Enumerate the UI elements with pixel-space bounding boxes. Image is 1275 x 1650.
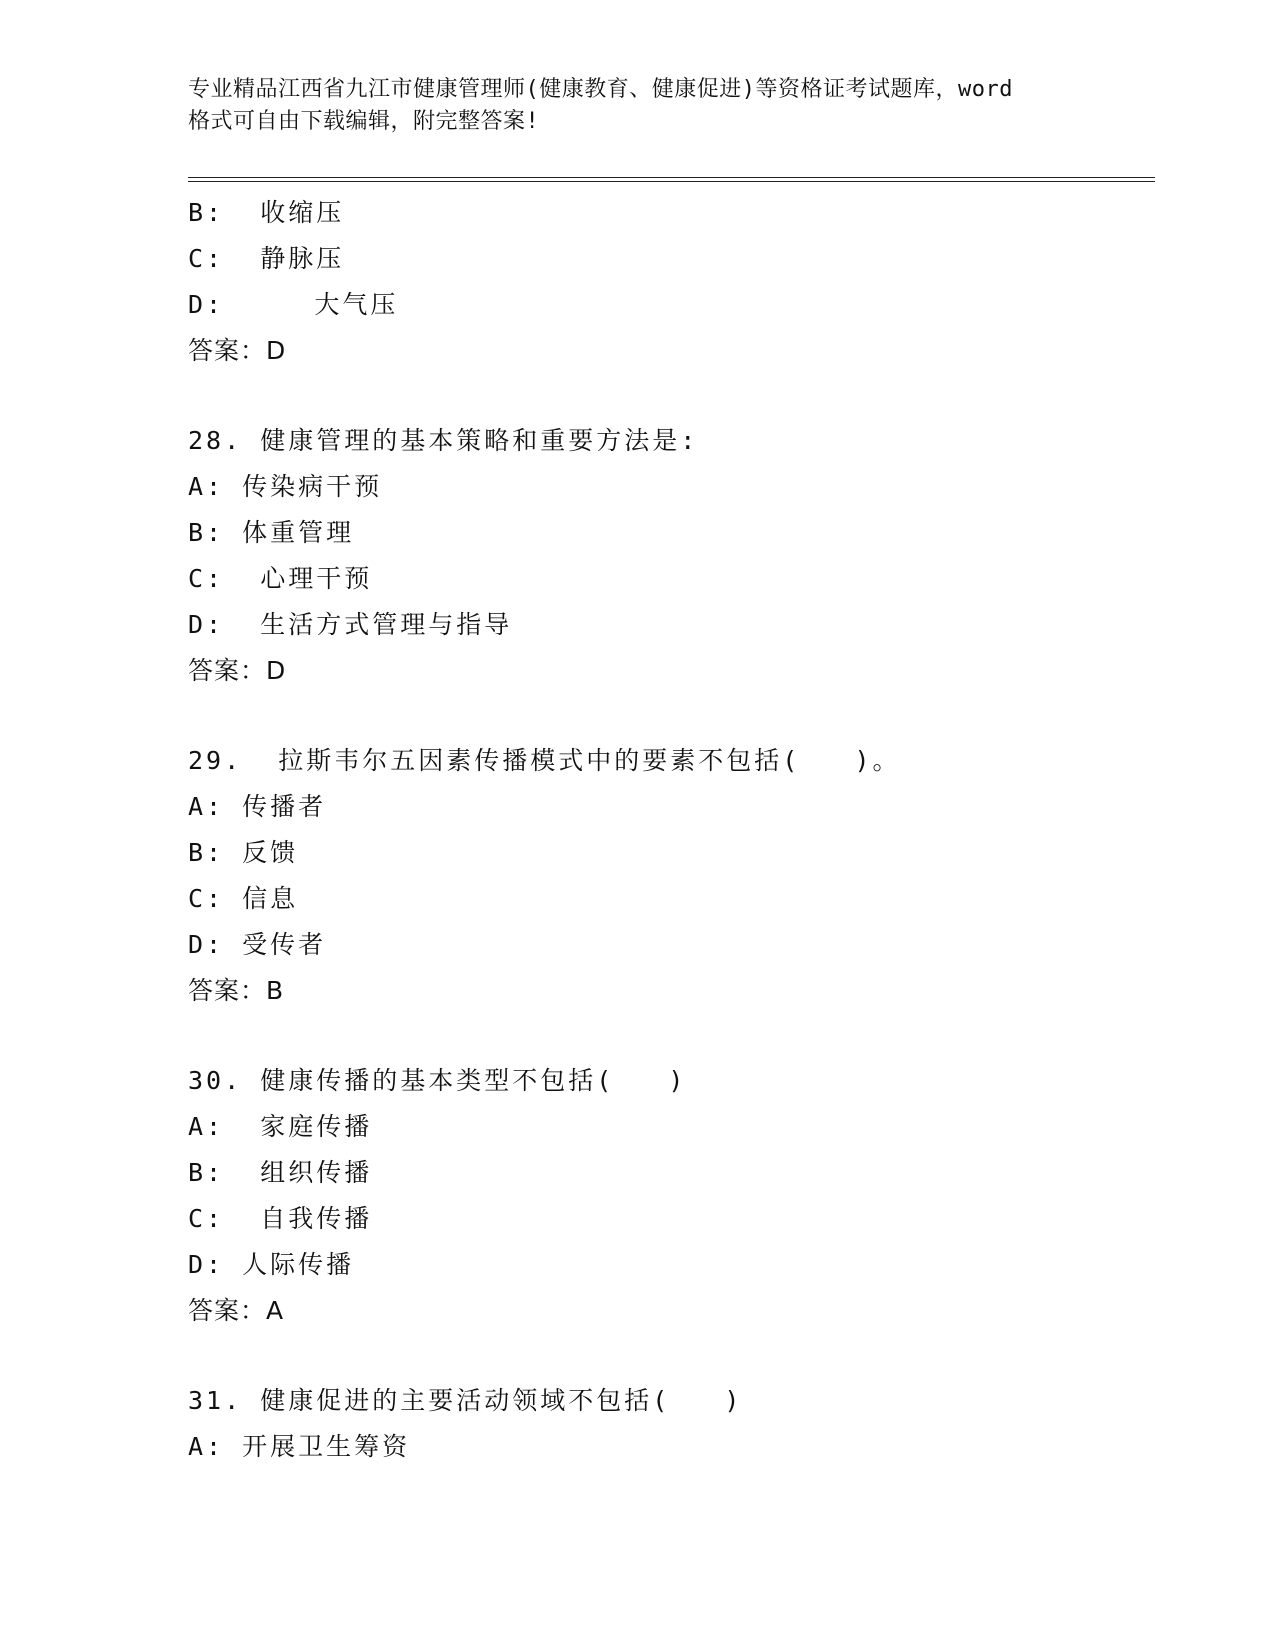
question-stem: 30. 健康传播的基本类型不包括( ): [188, 1066, 687, 1095]
option-text: 收缩压: [224, 198, 345, 227]
option-row: [188, 1242, 1148, 1288]
option-label: B:: [188, 1158, 225, 1187]
document-header: [188, 74, 1088, 138]
question-31: [188, 1378, 1148, 1470]
spacer: [188, 1014, 1148, 1058]
question-list: [188, 190, 1148, 1470]
option-row: [188, 876, 1148, 922]
option-label: C:: [188, 1204, 225, 1233]
option-row: [188, 784, 1148, 830]
option-text: 自我传播: [224, 1204, 373, 1233]
option-text: 组织传播: [224, 1158, 373, 1187]
header-divider-bottom: [188, 181, 1155, 182]
answer-line: 答案：D: [188, 336, 287, 365]
question-stem: 29. 拉斯韦尔五因素传播模式中的要素不包括( )。: [188, 746, 901, 775]
option-row: [188, 602, 1148, 648]
option-label: C:: [188, 884, 225, 913]
option-text: 开展卫生筹资: [224, 1432, 411, 1461]
option-label: B:: [188, 518, 225, 547]
option-row: [188, 282, 1148, 328]
option-text: 生活方式管理与指导: [224, 610, 513, 639]
option-row: [188, 190, 1148, 236]
option-label: B:: [188, 198, 225, 227]
option-text: 心理干预: [224, 564, 373, 593]
question-28: [188, 418, 1148, 694]
question-stem: 31. 健康促进的主要活动领域不包括( ): [188, 1386, 743, 1415]
option-row: [188, 1424, 1148, 1470]
option-label: A:: [188, 472, 225, 501]
option-label: A:: [188, 1432, 225, 1461]
spacer: [188, 374, 1148, 418]
answer-line: 答案：D: [188, 656, 287, 685]
header-divider-top: [188, 177, 1155, 178]
header-line-1: 专业精品江西省九江市健康管理师(健康教育、健康促进)等资格证考试题库，word: [188, 77, 1013, 102]
option-label: B:: [188, 838, 225, 867]
option-label: D:: [188, 290, 225, 319]
option-text: 体重管理: [224, 518, 355, 547]
option-row: [188, 1104, 1148, 1150]
spacer: [188, 1334, 1148, 1378]
option-row: [188, 464, 1148, 510]
option-label: D:: [188, 1250, 225, 1279]
question-stem: 28. 健康管理的基本策略和重要方法是:: [188, 426, 699, 455]
option-row: [188, 510, 1148, 556]
option-label: D:: [188, 610, 225, 639]
option-label: C:: [188, 244, 225, 273]
question-30: [188, 1058, 1148, 1334]
option-row: [188, 556, 1148, 602]
option-row: [188, 830, 1148, 876]
option-row: [188, 1196, 1148, 1242]
option-text: 大气压: [224, 290, 399, 319]
answer-line: 答案：A: [188, 1296, 285, 1325]
option-label: A:: [188, 792, 225, 821]
option-text: 传染病干预: [224, 472, 383, 501]
option-row: [188, 236, 1148, 282]
question-29: [188, 738, 1148, 1014]
answer-line: 答案：B: [188, 976, 285, 1005]
header-line-2: 格式可自由下载编辑，附完整答案!: [188, 109, 540, 134]
option-text: 人际传播: [224, 1250, 355, 1279]
option-text: 传播者: [224, 792, 327, 821]
option-row: [188, 922, 1148, 968]
option-label: C:: [188, 564, 225, 593]
option-text: 静脉压: [224, 244, 345, 273]
option-label: D:: [188, 930, 225, 959]
option-text: 反馈: [224, 838, 299, 867]
question-27-tail: [188, 190, 1148, 374]
option-text: 信息: [224, 884, 299, 913]
option-row: [188, 1150, 1148, 1196]
option-text: 家庭传播: [224, 1112, 373, 1141]
spacer: [188, 694, 1148, 738]
option-text: 受传者: [224, 930, 327, 959]
option-label: A:: [188, 1112, 225, 1141]
